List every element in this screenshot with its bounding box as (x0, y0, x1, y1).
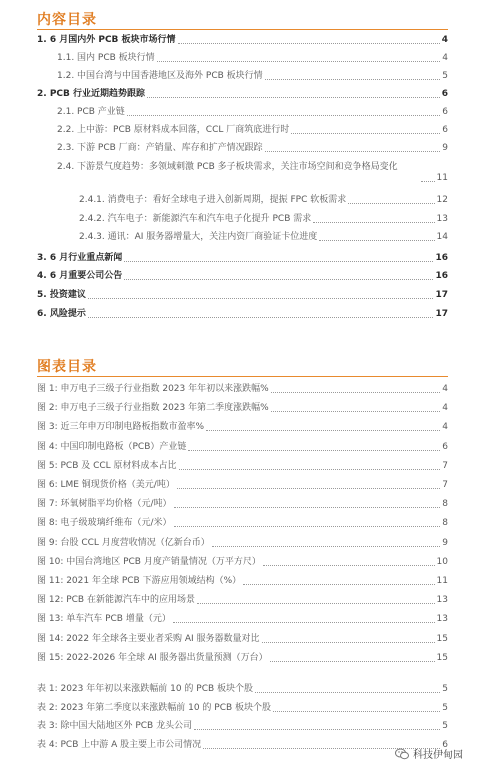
toc-entry-title: 表 3: 除中国大陆地区外 PCB 龙头公司 (37, 721, 193, 731)
figures-heading: 图表目录 (37, 359, 97, 375)
toc-entry-page: 15 (436, 652, 448, 663)
toc-entry-title: 图 11: 2021 年全球 PCB 下游应用领域结构（%） (37, 576, 242, 586)
contents-entry[interactable] (57, 53, 448, 64)
toc-entry-title: 2.1. PCB 产业链 (57, 107, 125, 117)
dot-leader (178, 43, 440, 44)
toc-entry-page: 16 (435, 271, 448, 281)
dot-leader (271, 411, 441, 412)
toc-entry-title: 2.4. 下游景气度趋势：多领域刺激 PCB 多子板块需求，关注市场空间和竞争格局变化 (57, 162, 398, 172)
dot-leader (263, 565, 435, 566)
toc-entry-page: 4 (441, 35, 448, 45)
toc-entry-page: 5 (442, 702, 448, 713)
toc-entry-title: 图 12: PCB 在新能源汽车中的应用场景 (37, 595, 195, 606)
toc-entry-page: 6 (442, 739, 448, 750)
dot-leader (255, 692, 440, 693)
toc-entry-title: 表 2: 2023 年第二季度以来涨跌幅前 10 的 PCB 板块个股 (37, 702, 272, 713)
dot-leader (127, 115, 440, 116)
toc-entry-page: 7 (442, 460, 448, 471)
wechat-icon (395, 748, 409, 760)
toc-entry-title: 4. 6 月重要公司公告 (37, 271, 123, 281)
toc-entry-title: 3. 6 月行业重点新闻 (37, 253, 123, 263)
toc-entry-title: 1. 6 月国内外 PCB 板块市场行情 (37, 35, 176, 45)
contents-entry[interactable] (37, 271, 448, 282)
toc-entry-page: 5 (442, 684, 448, 694)
dot-leader (206, 430, 440, 431)
toc-entry-page: 17 (435, 309, 448, 319)
contents-entry[interactable] (79, 232, 448, 243)
toc-entry-title: 图 14: 2022 年全球各主要业者采购 AI 服务器数量对比 (37, 633, 260, 644)
dot-leader (124, 261, 433, 262)
contents-entry[interactable] (37, 290, 448, 301)
dot-leader (188, 450, 440, 451)
watermark (395, 746, 463, 761)
contents-entry[interactable] (57, 107, 448, 118)
toc-entry-page: 8 (442, 518, 448, 529)
contents-heading: 内容目录 (37, 12, 97, 28)
toc-entry-page: 9 (442, 537, 448, 548)
toc-entry-title: 图 4: 中国印制电路板（PCB）产业链 (37, 441, 187, 452)
toc-entry-title: 表 1: 2023 年年初以来涨跌幅前 10 的 PCB 板块个股 (37, 684, 254, 694)
dot-leader (262, 642, 435, 643)
toc-entry-page: 6 (441, 89, 448, 99)
dot-leader (124, 279, 433, 280)
toc-entry-title: 2. PCB 行业近期趋势跟踪 (37, 89, 146, 99)
dot-leader (197, 603, 435, 604)
contents-entry[interactable] (79, 214, 448, 225)
toc-entry-page: 4 (442, 422, 448, 433)
toc-entry-title: 2.3. 下游 PCB 厂商：产销量、库存和扩产情况跟踪 (57, 143, 263, 153)
dot-leader (421, 181, 435, 182)
dot-leader (291, 133, 440, 134)
toc-entry-title: 图 5: PCB 及 CCL 原材料成本占比 (37, 460, 177, 471)
dot-leader (194, 729, 440, 730)
dot-leader (88, 317, 434, 318)
toc-entry-title: 图 15: 2022-2026 年全球 AI 服务器出货量预测（万台） (37, 652, 268, 663)
toc-entry-page: 15 (436, 633, 448, 644)
contents-entry[interactable] (57, 125, 448, 136)
dot-leader (174, 526, 441, 527)
dot-leader (273, 711, 440, 712)
dot-leader (243, 584, 434, 585)
dot-leader (174, 507, 441, 508)
toc-entry-page: 11 (436, 173, 448, 183)
contents-entry[interactable] (57, 143, 448, 154)
contents-entry[interactable] (37, 309, 448, 320)
toc-entry-page: 8 (442, 499, 448, 510)
toc-entry-page: 10 (436, 556, 448, 567)
toc-entry-page: 17 (435, 290, 448, 300)
toc-entry-title: 6. 风险提示 (37, 309, 86, 319)
figure-entry[interactable] (37, 384, 448, 395)
toc-entry-title: 图 8: 电子级玻璃纤维布（元/米） (37, 518, 172, 529)
toc-entry-page: 5 (442, 721, 448, 731)
figure-entry[interactable] (37, 557, 448, 568)
figure-entry[interactable] (37, 595, 448, 606)
table-entry[interactable] (37, 721, 448, 732)
toc-entry-title: 2.4.3. 通讯：AI 服务器增量大，关注内资厂商验证卡位进度 (79, 232, 318, 242)
dot-leader (147, 97, 440, 98)
figure-entry[interactable] (37, 653, 448, 664)
toc-entry-page: 9 (442, 143, 448, 153)
figure-entry[interactable] (37, 538, 448, 549)
dot-leader (212, 546, 440, 547)
toc-entry-page: 4 (442, 53, 448, 63)
dot-leader (271, 392, 441, 393)
figure-entry[interactable] (37, 442, 448, 453)
figure-entry[interactable] (37, 518, 448, 529)
dot-leader (270, 661, 435, 662)
dot-leader (88, 298, 434, 299)
figure-entry[interactable] (37, 480, 448, 491)
table-entry[interactable] (37, 684, 448, 695)
table-entry[interactable] (37, 740, 448, 751)
figure-entry[interactable] (37, 634, 448, 645)
toc-entry-title: 2.4.2. 汽车电子：新能源汽车和汽车电子化提升 PCB 需求 (79, 214, 312, 224)
table-entry[interactable] (37, 703, 448, 714)
contents-entry[interactable] (57, 71, 448, 82)
toc-entry-title: 1.2. 中国台湾与中国香港地区及海外 PCB 板块行情 (57, 71, 263, 81)
toc-entry-title: 图 3: 近三年申万印制电路板指数市盈率% (37, 422, 205, 433)
toc-entry-page: 13 (436, 595, 448, 606)
toc-entry-title: 5. 投资建议 (37, 290, 86, 300)
toc-entry-page: 14 (436, 232, 448, 242)
dot-leader (179, 469, 441, 470)
watermark-text: 科技伊甸园 (413, 750, 463, 761)
figure-entry[interactable] (37, 614, 448, 625)
toc-entry-title: 图 10: 中国台湾地区 PCB 月度产销量情况（万平方尺） (37, 556, 261, 567)
toc-entry-page: 11 (436, 576, 448, 586)
contents-entry[interactable] (37, 89, 448, 100)
toc-entry-page: 6 (442, 441, 448, 452)
dot-leader (319, 240, 434, 241)
toc-entry-page: 4 (442, 384, 448, 394)
toc-entry-page: 7 (442, 480, 448, 490)
toc-entry-page: 12 (436, 195, 448, 205)
dot-leader (348, 203, 434, 204)
toc-entry-page: 5 (442, 71, 448, 81)
toc-entry-title: 表 4: PCB 上中游 A 股主要上市公司情况 (37, 739, 202, 750)
dot-leader (177, 488, 440, 489)
dot-leader (265, 79, 441, 80)
figure-entry[interactable] (37, 576, 448, 587)
dot-leader (157, 61, 441, 62)
figure-entry[interactable] (37, 422, 448, 433)
contents-entry[interactable] (37, 253, 448, 264)
figure-entry[interactable] (37, 461, 448, 472)
toc-entry-title: 图 6: LME 铜现货价格（美元/吨） (37, 480, 175, 490)
toc-entry-title: 2.4.1. 消费电子：看好全球电子进入创新周期，提振 FPC 软板需求 (79, 195, 347, 205)
toc-entry-page: 13 (436, 614, 448, 625)
dot-leader (265, 151, 441, 152)
contents-entry[interactable] (57, 161, 448, 185)
toc-entry-page: 6 (442, 107, 448, 117)
toc-entry-title: 图 2: 申万电子三级子行业指数 2023 年第二季度涨跌幅% (37, 403, 269, 414)
figure-entry[interactable] (37, 499, 448, 510)
toc-entry-page: 6 (442, 125, 448, 135)
toc-entry-title: 图 1: 申万电子三级子行业指数 2023 年年初以来涨跌幅% (37, 384, 269, 394)
toc-entry-page: 4 (442, 403, 448, 414)
toc-entry-title: 1.1. 国内 PCB 板块行情 (57, 53, 155, 63)
toc-entry-page: 16 (435, 253, 448, 263)
dot-leader (313, 222, 434, 223)
contents-entry[interactable] (37, 35, 448, 46)
toc-entry-title: 图 9: 台股 CCL 月度营收情况（亿新台币） (37, 537, 210, 548)
toc-entry-title: 2.2. 上中游：PCB 原材料成本回落，CCL 厂商筑底进行时 (57, 125, 290, 135)
contents-entry[interactable] (79, 195, 448, 206)
dot-leader (173, 622, 435, 623)
toc-entry-title: 图 7: 环氧树脂平均价格（元/吨） (37, 499, 172, 510)
figure-entry[interactable] (37, 403, 448, 414)
toc-entry-page: 13 (436, 214, 448, 224)
toc-entry-title: 图 13: 单车汽车 PCB 增量（元） (37, 614, 171, 625)
